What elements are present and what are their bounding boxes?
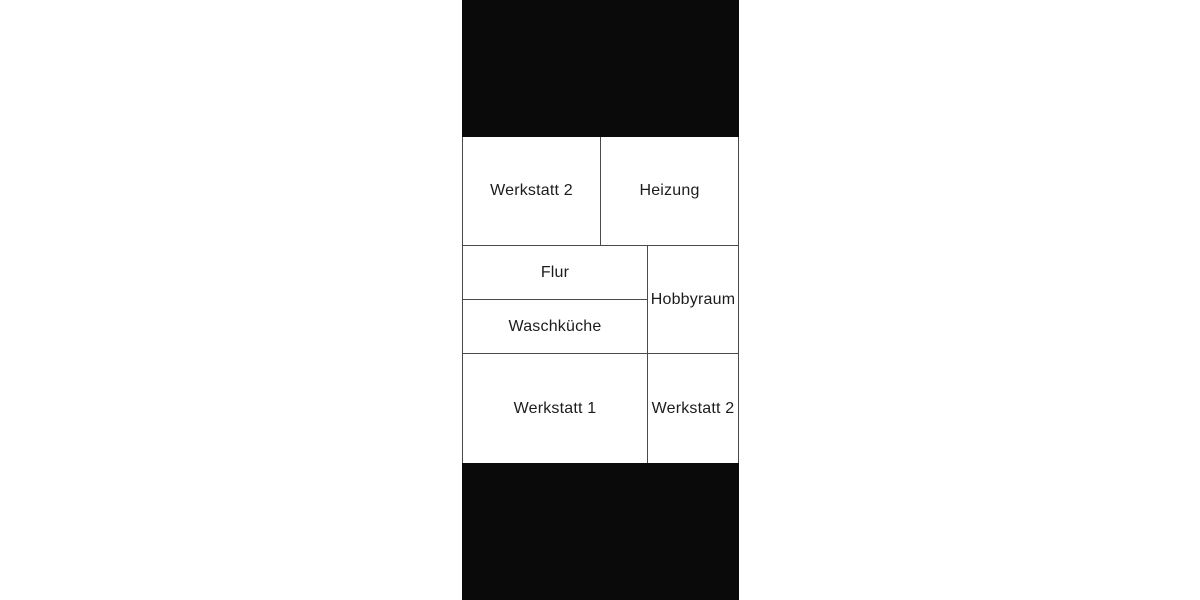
room-label-hobbyraum: Hobbyraum — [650, 290, 736, 308]
room-flur — [463, 246, 647, 300]
room-hobbyraum — [648, 246, 738, 353]
room-heizung — [601, 137, 738, 245]
floorplan-row-1 — [463, 137, 738, 246]
floorplan — [462, 137, 739, 463]
room-label-flur: Flur — [540, 263, 570, 281]
room-label-heizung: Heizung — [639, 182, 700, 199]
room-label-werkstatt-2-top: Werkstatt 2 — [490, 182, 573, 199]
top-black-block — [462, 0, 739, 137]
floorplan-row-3 — [463, 354, 738, 463]
room-label-werkstatt-2-bottom: Werkstatt 2 — [651, 399, 735, 417]
floorplan-strip — [462, 0, 739, 600]
room-label-waschkueche: Waschküche — [508, 317, 602, 335]
room-werkstatt-2-bottom — [648, 354, 738, 463]
floorplan-row-2 — [463, 246, 738, 354]
floorplan-row-2-left-column — [463, 246, 648, 353]
bottom-black-block — [462, 463, 739, 600]
room-werkstatt-1 — [463, 354, 648, 463]
room-werkstatt-2-top — [463, 137, 601, 245]
room-label-werkstatt-1: Werkstatt 1 — [513, 399, 597, 417]
room-waschkueche — [463, 300, 647, 353]
